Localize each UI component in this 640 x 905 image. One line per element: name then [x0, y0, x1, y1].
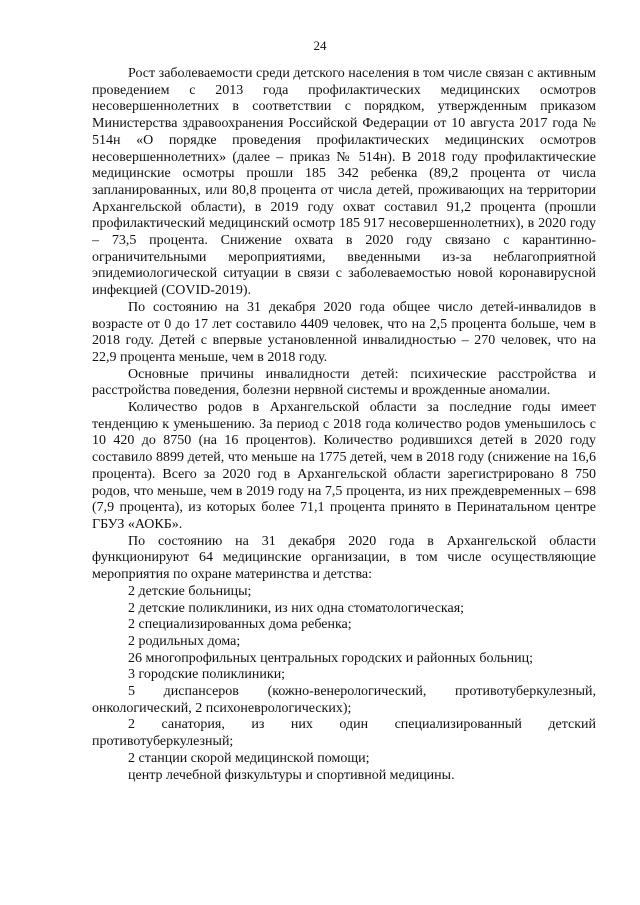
- paragraph-births: Количество родов в Архангельской области за последние годы имеет тенденцию к уменьшению. За период с 2018 года количество родов уменьшилось с 10 420 до 8750 (на 16 процентов). Количество родившихся детей в 2020 году составило 8899 детей, что меньше на 1775 детей, чем в 2018 году (снижение на 16,6 процента). Всего за 2020 год в Архангельской области зарегистрировано 8 750 родов, что меньше, чем в 2019 году на 7,5 процента, из них преждевременных – 698 (7,9 процента), из которых более 71,1 процента принято в Перинатальном центре ГБУЗ «АОКБ».: [92, 400, 596, 532]
- list-item: 26 многопрофильных центральных городских и районных больниц;: [128, 650, 534, 666]
- document-body: [92, 66, 596, 784]
- list-item: 2 станции скорой медицинской помощи;: [128, 750, 370, 766]
- list-item: 5 диспансеров (кожно-венерологический, противотуберкулезный, онкологический, 2 психоневрологических);: [92, 684, 596, 716]
- page-number: 24: [313, 38, 327, 53]
- list-item: 2 санатория, из них один специализированный детский противотуберкулезный;: [92, 717, 596, 750]
- medical-organizations-list: [92, 584, 596, 784]
- list-item: 3 городские поликлиники;: [128, 667, 286, 683]
- list-item: 2 родильных дома;: [128, 633, 241, 649]
- paragraph-morbidity: Рост заболеваемости среди детского населения в том числе связан с активным проведением с 2013 года профилактических медицинских осмотров несовершеннолетних в соответствии с порядком, утвержденным приказом Министерства здравоохранения Российской Федерации от 10 августа 2017 года № 514н «О порядке проведения профилактических медицинских осмотров несовершеннолетних» (далее – приказ № 514н). В 2018 году профилактические медицинские осмотры прошли 185 342 ребенка (89,2 процента от числа запланированных, или 80,8 процента от числа детей, проживающих на территории Архангельской области), в 2019 году охват составил 91,2 процента (прошли профилактический медицинский осмотр 185 917 несовершеннолетних), в 2020 году – 73,5 процента. Снижение охвата в 2020 году связано с карантинно-ограничительными мероприятиями, введенными из-за неблагоприятной эпидемиологической ситуации в связи с заболеваемостью новой коронавирусной инфекцией (COVID-2019).: [92, 66, 596, 299]
- list-item: 2 детские поликлиники, из них одна стоматологическая;: [128, 600, 465, 616]
- paragraph-medical-organizations: По состоянию на 31 декабря 2020 года в Архангельской области функционируют 64 медицинские организации, в том числе осуществляющие мероприятия по охране материнства и детства:: [92, 533, 596, 583]
- paragraph-disabled-children: По состоянию на 31 декабря 2020 года общее число детей-инвалидов в возрасте от 0 до 17 лет составило 4409 человек, что на 2,5 процента больше, чем в 2018 году. Детей с впервые установленной инвалидностью – 270 человек, что на 22,9 процента меньше, чем в 2018 году.: [92, 299, 596, 365]
- list-item: центр лечебной физкультуры и спортивной медицины.: [128, 767, 455, 783]
- paragraph-disability-causes: Основные причины инвалидности детей: психические расстройства и расстройства поведения, болезни нервной системы и врожденные аномалии.: [92, 366, 596, 399]
- list-item: 2 специализированных дома ребенка;: [128, 617, 352, 633]
- list-item: 2 детские больницы;: [128, 583, 252, 599]
